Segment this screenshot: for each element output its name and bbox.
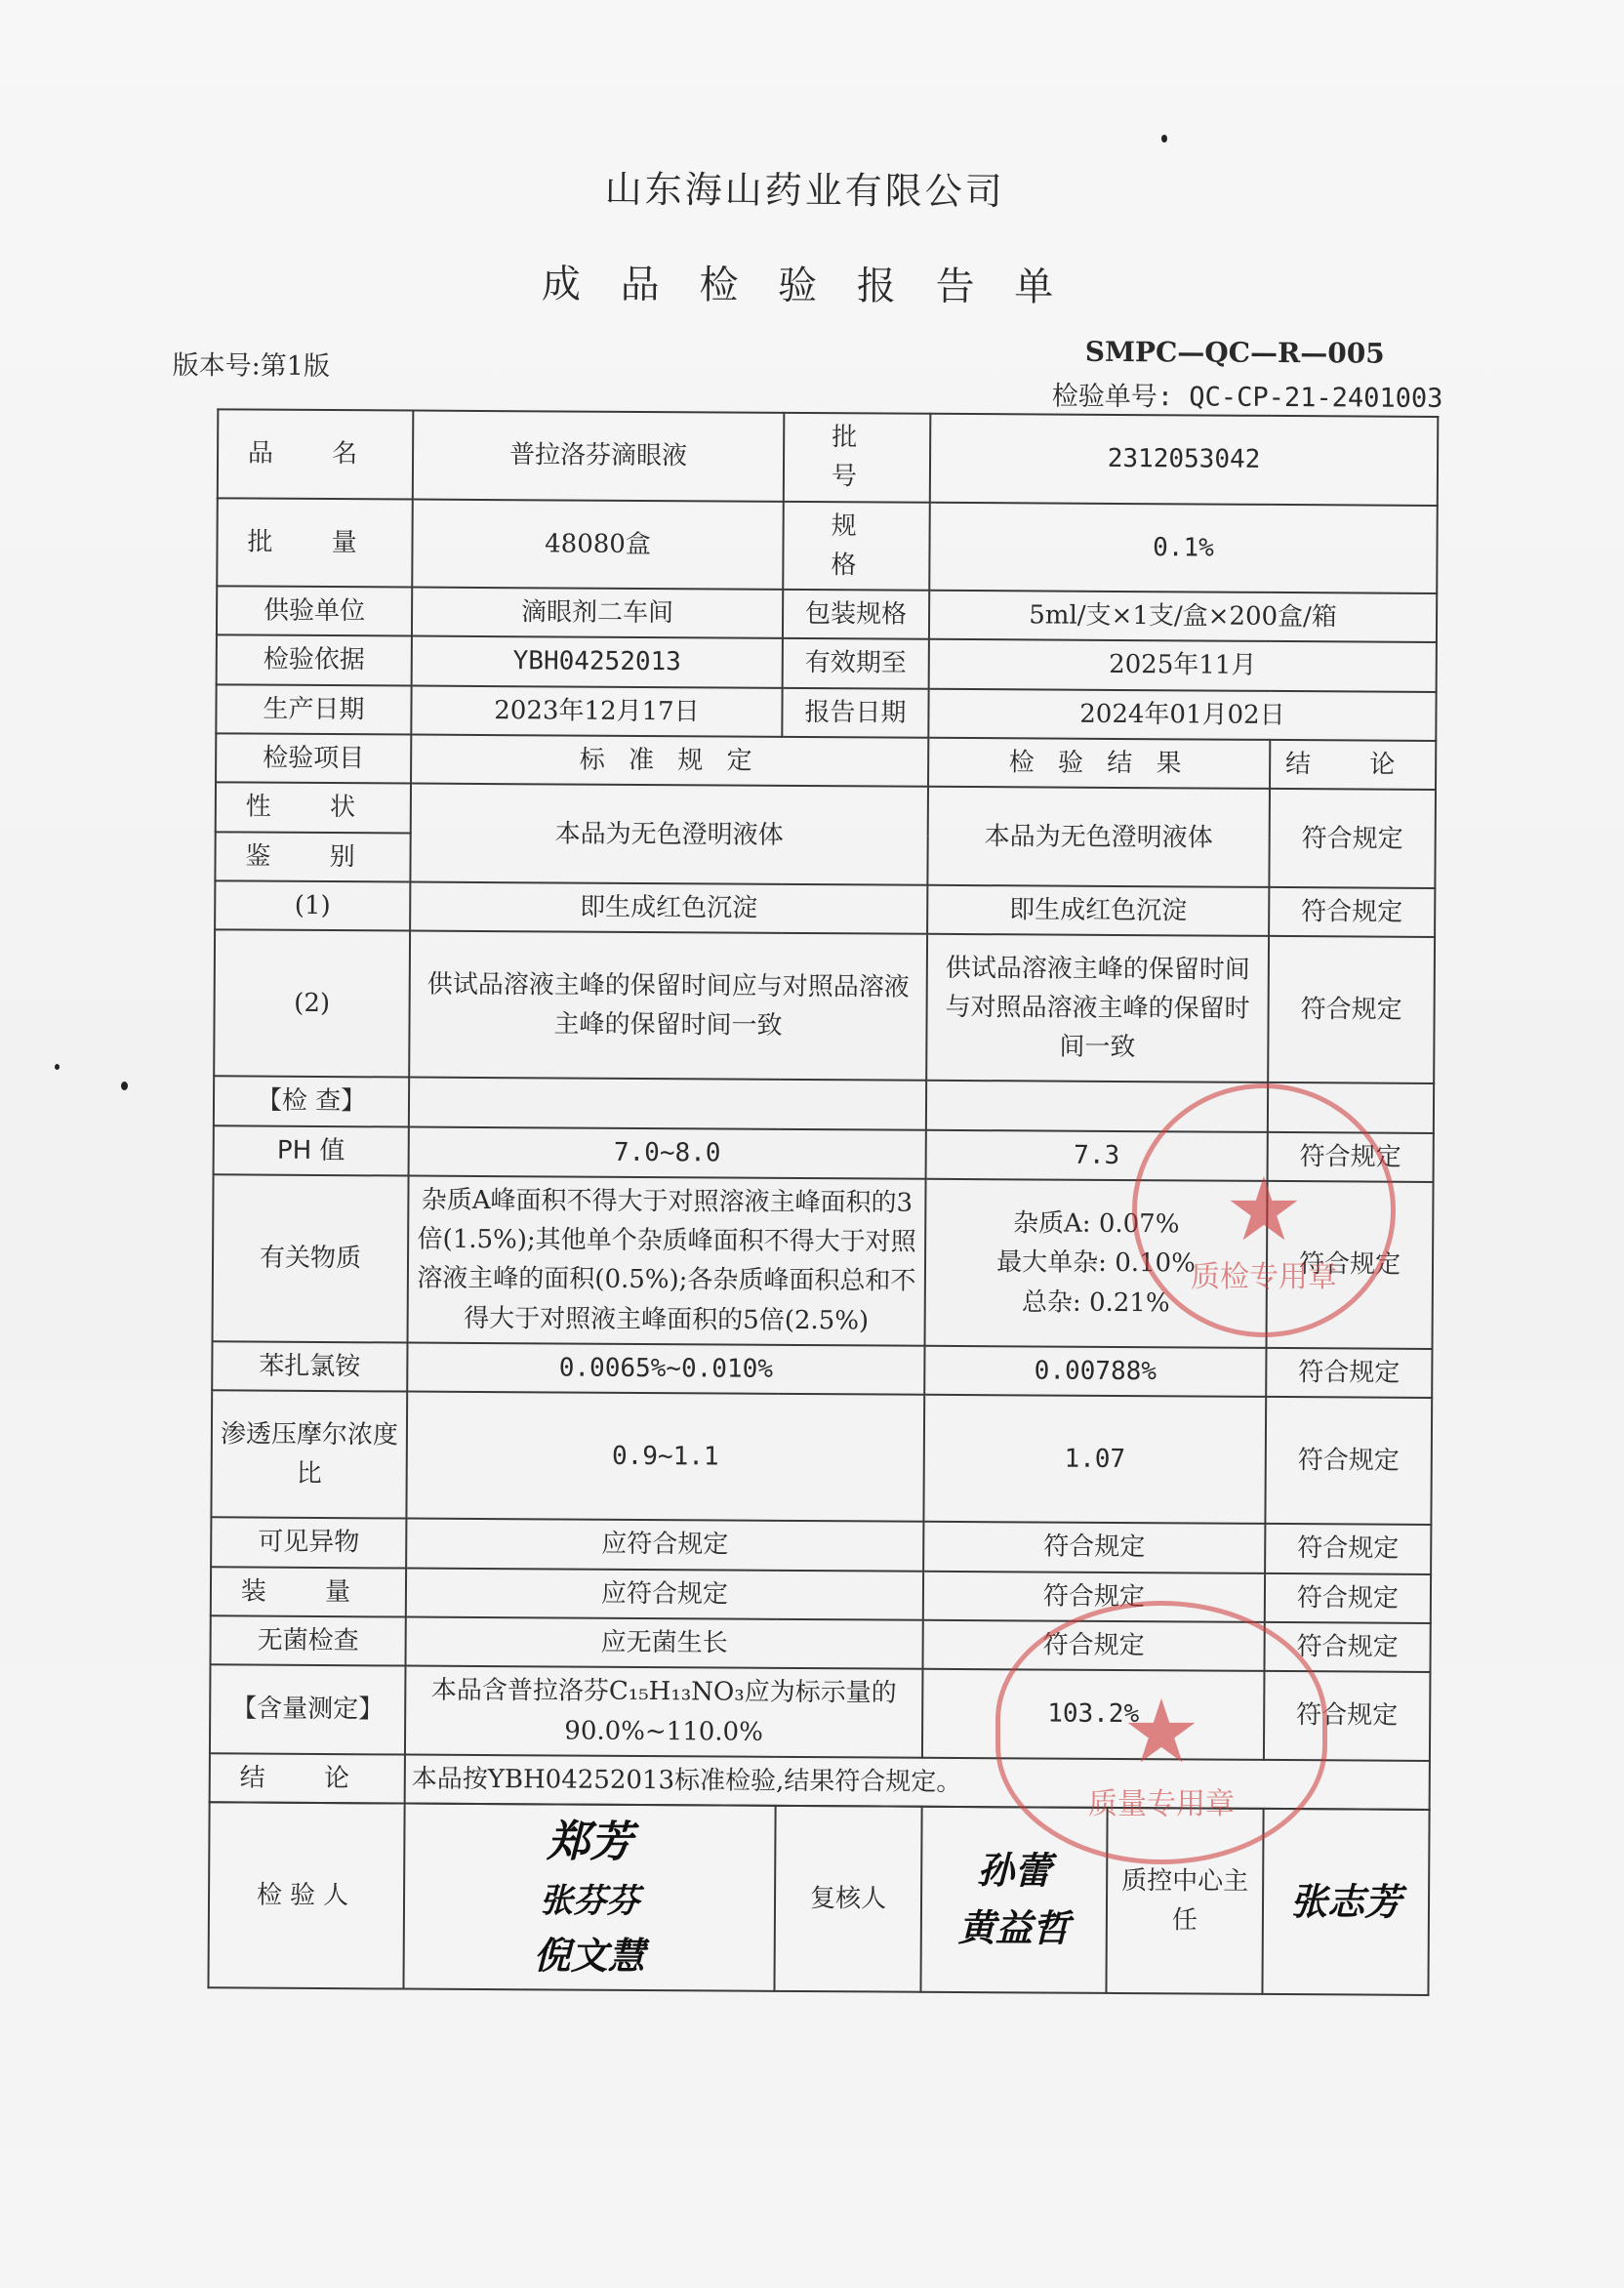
spec: 0.1% [929,502,1438,593]
table-row [217,635,1437,692]
table-row [210,1753,1430,1810]
row-standard: 本品含普拉洛芬C₁₅H₁₃NO₃应为标示量的90.0%~110.0% [405,1666,923,1758]
signature-image: 黄益哲 [957,1904,1071,1950]
row-standard: 应符合规定 [406,1568,923,1620]
star-icon: ★ [1121,1681,1201,1783]
row-conclusion: 符合规定 [1264,1622,1430,1672]
prod-date: 2023年12月17日 [411,685,782,737]
table-row [213,1174,1434,1349]
result-total: 总杂: 0.21% [1021,1287,1170,1318]
reviewer-label: 复核人 [774,1806,921,1992]
final-label: 结 论 [210,1753,405,1804]
package-label: 包装规格 [783,590,929,639]
inspector-signatures [403,1804,775,1991]
column-result: 检 验 结 果 [928,738,1270,789]
row-standard: 供试品溶液主峰的保留时间应与对照品溶液主峰的保留时间一致 [409,931,927,1081]
basis: YBH04252013 [412,636,783,688]
row-result: 103.2% [922,1669,1265,1760]
quantity-label: 批 量 [217,498,413,588]
row-item: 有关物质 [213,1174,409,1342]
stamp-label: 质量专用章 [1088,1787,1235,1821]
signature-image: 张志芳 [1289,1878,1402,1924]
director-label: 质控中心主任 [1106,1808,1263,1994]
table-row [216,783,1436,839]
row-standard: 杂质A峰面积不得大于对照溶液主峰面积的3倍(1.5%);其他单个杂质峰面积不得大于对照溶液主峰的面积(0.5%);各杂质峰面积总和不得大于对照液主峰面积的5倍(2.5%) [408,1175,926,1345]
row-result [925,1179,1268,1348]
row-item: 【检 查】 [214,1077,409,1127]
column-item: 检验项目 [216,733,411,784]
row-item: 可见异物 [211,1518,406,1569]
table-row [211,1567,1431,1623]
column-standard: 标 准 规 定 [411,735,928,788]
row-standard: 7.0~8.0 [409,1126,926,1179]
row-result: 0.00788% [924,1346,1266,1397]
row-conclusion: 符合规定 [1267,1181,1434,1349]
table-row [210,1615,1430,1672]
table-row [211,1518,1431,1574]
report-number: 检验单号: QC-CP-21-2401003 [1051,381,1443,414]
inspection-table [209,408,1440,1811]
row-standard: 0.0065%~0.010% [407,1343,924,1396]
batch-no-label: 批 号 [784,413,931,503]
row-item: 渗透压摩尔浓度比 [211,1391,407,1519]
row-standard: 即生成红色沉淀 [410,882,927,935]
table-row [208,1802,1429,1994]
spec-label: 规 格 [783,501,930,591]
column-conclusion: 结 论 [1270,740,1436,790]
batch-no: 2312053042 [930,414,1439,506]
row-item: 装 量 [211,1567,406,1617]
row-result: 1.07 [923,1395,1266,1524]
table-row [216,733,1436,790]
row-result: 即生成红色沉淀 [927,885,1269,936]
signature-image: 郑芳 [547,1817,633,1868]
row-result: 本品为无色澄明液体 [927,787,1270,887]
table-row [215,880,1435,937]
company-name: 山东海山药业有限公司 [604,167,1005,214]
director-signature [1262,1809,1429,1995]
signature-image: 张芬芬 [539,1881,640,1922]
basis-label: 检验依据 [217,635,412,686]
result-impurity-a: 杂质A: 0.07% [1012,1208,1180,1240]
supplier: 滴眼剂二车间 [412,588,783,639]
table-row [214,1125,1434,1182]
result-max-single: 最大单杂: 0.10% [996,1247,1196,1279]
report-date: 2024年01月02日 [928,689,1436,741]
row-item: 鉴 别 [215,832,410,882]
table-row [216,684,1436,741]
row-conclusion: 符合规定 [1269,789,1436,888]
row-conclusion: 符合规定 [1264,1671,1431,1761]
inspector-label: 检验人 [208,1802,404,1988]
row-item: 【含量测定】 [210,1665,406,1755]
package: 5ml/支×1支/盒×200盒/箱 [929,591,1437,642]
table-row [214,1077,1434,1133]
table-row [211,1391,1432,1526]
table-row [218,409,1439,505]
scan-speck [121,1082,128,1090]
prod-date-label: 生产日期 [216,684,411,735]
version-label: 版本号:第1版 [172,350,331,383]
row-standard: 0.9~1.1 [406,1392,924,1522]
table-row [214,930,1435,1084]
row-result: 7.3 [926,1129,1268,1180]
row-standard: 应符合规定 [406,1519,923,1572]
report-date-label: 报告日期 [782,688,928,738]
reviewer-signatures [920,1807,1107,1993]
table-row [210,1665,1431,1761]
final-conclusion: 本品按YBH04252013标准检验,结果符合规定。 [405,1754,1430,1810]
quantity: 48080盒 [412,499,784,590]
row-conclusion: 符合规定 [1268,936,1435,1083]
row-item: PH 值 [214,1125,409,1176]
row-conclusion: 符合规定 [1266,1348,1432,1398]
row-result: 符合规定 [923,1571,1265,1621]
row-item: 性 状 [216,783,411,834]
product-name: 普拉洛芬滴眼液 [413,411,785,502]
row-item: 苯扎氯铵 [212,1341,407,1392]
row-conclusion: 符合规定 [1265,1573,1431,1623]
row-standard: 本品为无色澄明液体 [410,784,928,885]
signature-image: 孙蕾 [977,1848,1052,1893]
row-result: 符合规定 [923,1522,1265,1573]
table-row [217,498,1438,593]
row-conclusion: 符合规定 [1268,1131,1434,1181]
row-standard: 应无菌生长 [405,1616,922,1669]
row-item: 无菌检查 [210,1615,405,1666]
expiry: 2025年11月 [929,639,1437,691]
row-conclusion: 符合规定 [1269,887,1435,937]
scan-speck [55,1064,60,1070]
star-icon: ★ [1224,1159,1304,1261]
table-row [212,1341,1432,1398]
product-name-label: 品 名 [218,409,414,499]
expiry-label: 有效期至 [783,638,929,688]
row-item: (2) [214,930,410,1078]
row-result: 供试品溶液主峰的保留时间与对照品溶液主峰的保留时间一致 [926,934,1269,1083]
row-conclusion: 符合规定 [1265,1524,1431,1573]
row-item: (1) [215,880,410,931]
signature-image: 倪文慧 [533,1933,645,1979]
report-title: 成 品 检 验 报 告 单 [541,262,1068,310]
table-row [217,587,1437,643]
supplier-label: 供验单位 [217,587,412,637]
row-conclusion: 符合规定 [1265,1397,1432,1525]
signature-table [207,1801,1430,1995]
form-code: SMPC—QC—R—005 [1084,335,1385,370]
report-document [154,146,1444,1996]
scan-speck [1161,135,1167,143]
meta-row [164,330,1442,416]
row-result: 符合规定 [922,1620,1264,1671]
stamp-label: 质检专用章 [1191,1260,1337,1294]
